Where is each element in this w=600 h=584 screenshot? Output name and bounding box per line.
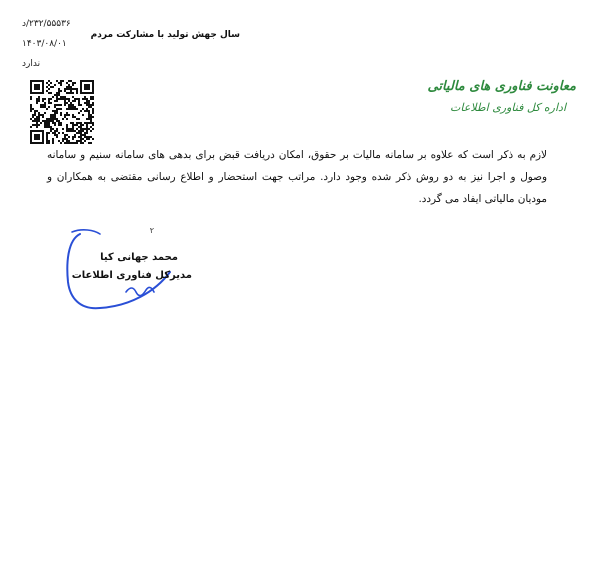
year-slogan: سال جهش تولید با مشارکت مردم [90,30,240,40]
letter-attachment: ندارد [22,59,41,69]
letter-date: ۱۴۰۳/۰۸/۰۱ [22,39,67,49]
organization-deputy: معاونت فناوری های مالیاتی [427,79,576,94]
signatory-name: محمد جهانی کیا [100,252,178,263]
letter-meta [22,14,112,74]
organization-department: اداره کل فناوری اطلاعات [450,101,566,114]
letter-number: ۲۳۲/۵۵۵۳۶/د [22,19,71,29]
organization-header [416,76,576,118]
qr-code-icon [30,80,94,144]
signatory-title: مدیرکل فناوری اطلاعات [71,270,192,281]
signature-mark: ۲ [149,226,154,235]
signature-block [60,222,220,322]
letter-body: لازم به ذکر است که علاوه بر سامانه مالیات بر حقوق، امکان دریافت قبض برای بدهی های سامانه سنیم و سامانه وصول و اجرا نیز به دو روش ذکر شده وجود دارد. مراتب جهت استحضار و اطلاع رسانی مقتضی به همکاران و مودیان مالیاتی ایفاد می گردد. [47,149,547,205]
